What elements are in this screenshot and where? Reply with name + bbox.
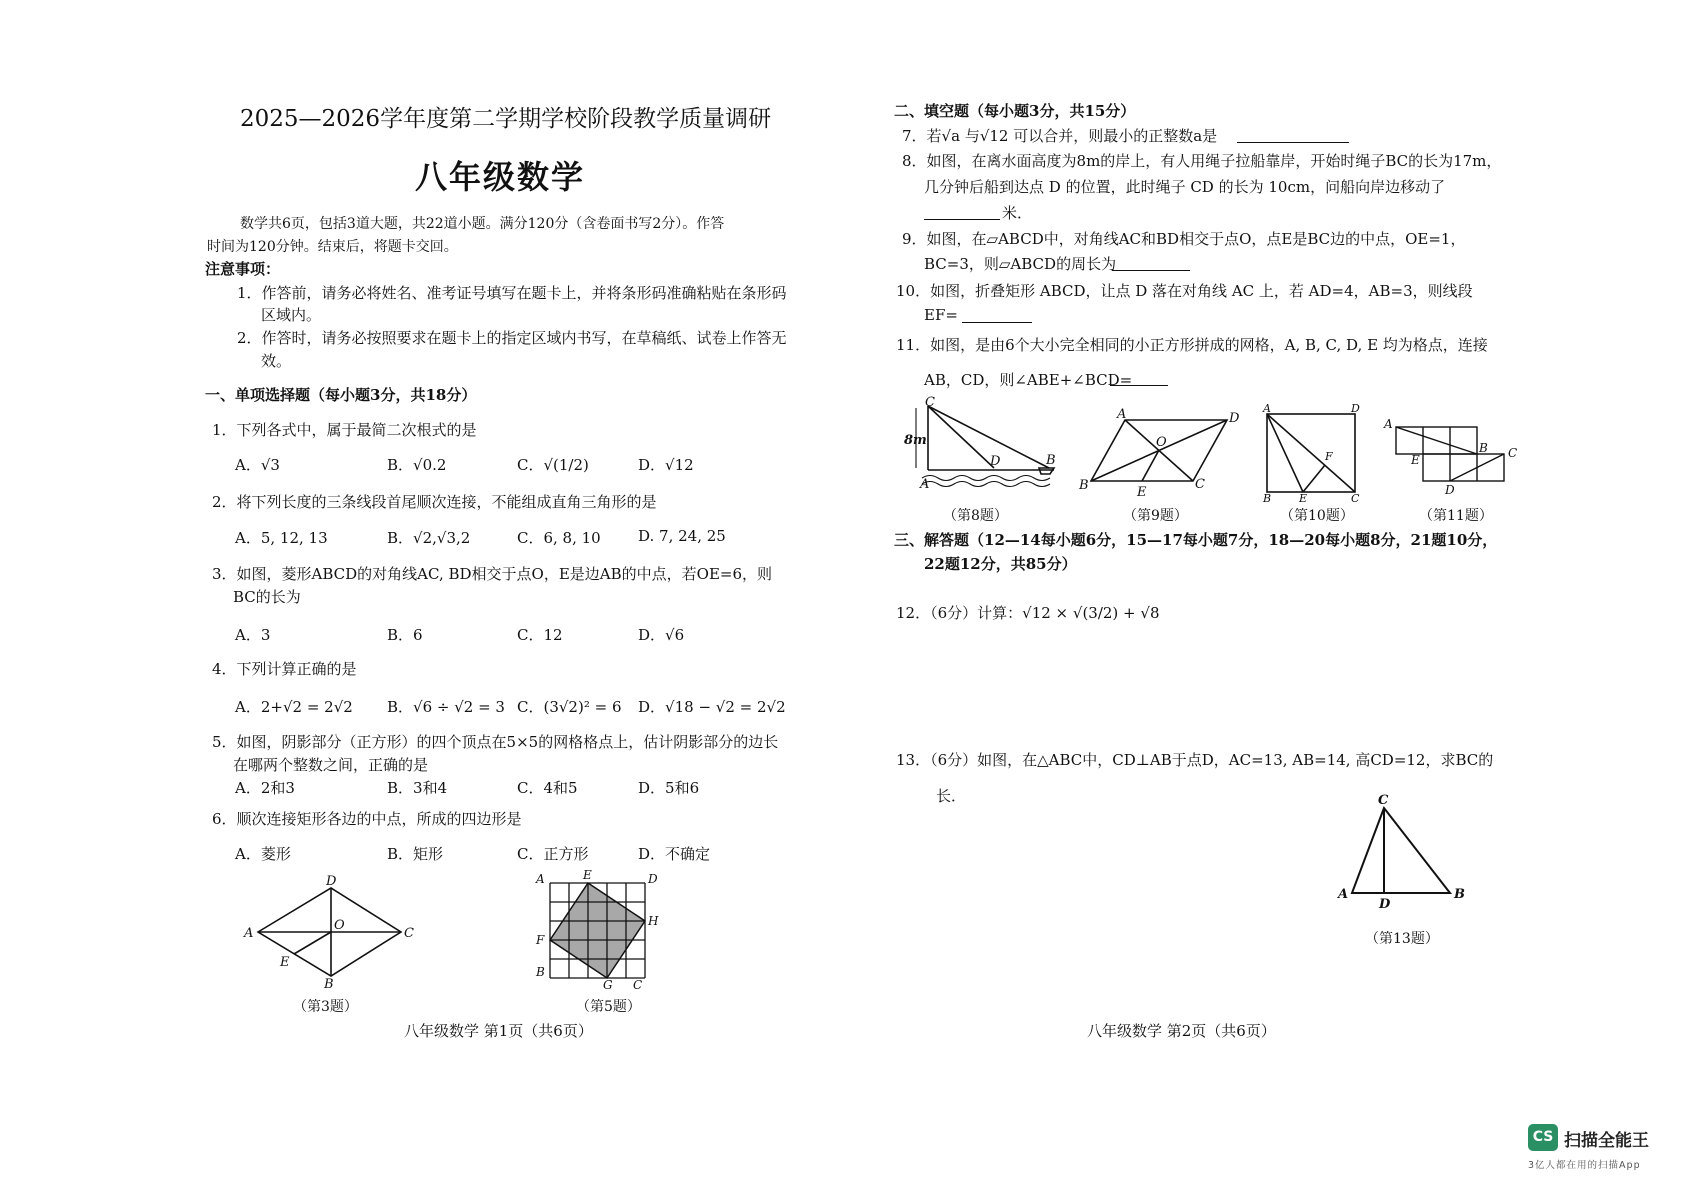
q3-option-d: D．√6 xyxy=(638,626,685,644)
fig11-label-d: D xyxy=(1445,483,1455,497)
question-13b: 长． xyxy=(936,787,967,805)
fig13-label-d: D xyxy=(1379,897,1391,912)
fig10-label-f: F xyxy=(1325,450,1333,463)
fig10-label-e: E xyxy=(1299,492,1308,505)
fig8-label-c: C xyxy=(925,395,935,410)
q6-option-a: A．菱形 xyxy=(235,845,291,863)
q2-option-b: B．√2,√3,2 xyxy=(387,529,471,547)
q6-option-b: B．矩形 xyxy=(387,845,444,863)
figure-3-caption: （第3题） xyxy=(293,999,358,1015)
fig5-label-f: F xyxy=(536,933,545,947)
camscanner-logo-icon: CS xyxy=(1528,1124,1558,1151)
question-3a: 3．如图，菱形ABCD的对角线AC, BD相交于点O，E是边AB的中点，若OE=6，则 xyxy=(212,565,773,583)
q7-answer-blank xyxy=(1237,142,1349,143)
q2-option-a: A．5, 12, 13 xyxy=(235,529,328,547)
fig10-label-c: C xyxy=(1351,492,1360,505)
q4-option-b: B．√6 ÷ √2 = 3 xyxy=(387,698,505,716)
fig11-label-a: A xyxy=(1384,417,1393,431)
figure-5-caption: （第5题） xyxy=(576,999,641,1015)
figure-5-grid xyxy=(533,868,663,993)
question-9b: BC=3，则▱ABCD的周长为 xyxy=(924,255,1117,273)
fig5-label-h: H xyxy=(648,914,659,928)
question-9a: 9．如图，在▱ABCD中，对角线AC和BD相交于点O，点E是BC边的中点，OE=1， xyxy=(902,230,1466,248)
fig5-label-d: D xyxy=(648,872,658,886)
q3-option-a: A．3 xyxy=(235,626,271,644)
q2-option-c: C．6, 8, 10 xyxy=(517,529,601,547)
q8-answer-blank xyxy=(924,219,1000,220)
notice-2b: 效。 xyxy=(261,352,292,370)
fig5-label-a: A xyxy=(536,872,545,886)
subject-title: 八年级数学 xyxy=(415,158,586,196)
fig9-label-d: D xyxy=(1229,411,1240,426)
fig8-label-b: B xyxy=(1046,453,1056,468)
question-4: 4．下列计算正确的是 xyxy=(212,660,357,678)
fig8-label-d: D xyxy=(990,454,1001,469)
question-5b: 在哪两个整数之间，正确的是 xyxy=(233,756,429,774)
notice-2a: 2．作答时，请务必按照要求在题卡上的指定区域内书写，在草稿纸、试卷上作答无 xyxy=(237,329,787,347)
fig8-label-a: A xyxy=(920,477,930,492)
question-7: 7．若√a 与√12 可以合并，则最小的正整数a是 xyxy=(902,127,1218,145)
q4-option-d: D．√18 − √2 = 2√2 xyxy=(638,698,786,716)
fig13-label-c: C xyxy=(1378,793,1389,808)
scanner-tagline: 3亿人都在用的扫描App xyxy=(1528,1160,1641,1171)
fig3-label-o: O xyxy=(334,918,345,933)
q1-option-c: C．√(1/2) xyxy=(517,456,589,474)
scanner-app-name: 扫描全能王 xyxy=(1564,1131,1649,1151)
fig3-label-a: A xyxy=(244,926,254,941)
fig8-label-height: 8m xyxy=(904,433,927,448)
figure-8-boat xyxy=(904,395,1064,498)
q9-answer-blank xyxy=(1112,270,1190,271)
question-8c: 米． xyxy=(1002,204,1033,222)
question-11b: AB，CD，则∠ABE+∠BCD= xyxy=(924,371,1133,389)
fig11-label-c: C xyxy=(1508,446,1518,460)
exam-title: 2025—2026学年度第二学期学校阶段教学质量调研 xyxy=(240,106,772,132)
fig3-label-c: C xyxy=(404,926,414,941)
fig5-label-g: G xyxy=(603,978,613,992)
question-12: 12．（6分）计算：√12 × √(3/2) + √8 xyxy=(896,604,1160,622)
section-1-heading: 一、单项选择题（每小题3分，共18分） xyxy=(205,386,477,404)
question-3b: BC的长为 xyxy=(233,588,301,606)
q6-option-c: C．正方形 xyxy=(517,845,589,863)
figure-3-rhombus xyxy=(238,870,418,992)
section-2-heading: 二、填空题（每小题3分，共15分） xyxy=(894,102,1136,120)
fig5-label-b: B xyxy=(536,965,545,979)
fig11-label-e: E xyxy=(1411,453,1420,467)
question-10a: 10．如图，折叠矩形 ABCD，让点 D 落在对角线 AC 上，若 AD=4，AB=3，则线段 xyxy=(896,282,1473,300)
q1-option-b: B．√0.2 xyxy=(387,456,447,474)
figure-10-rectangle xyxy=(1257,402,1367,505)
q5-option-d: D．5和6 xyxy=(638,779,700,797)
fig3-label-e: E xyxy=(280,955,290,970)
figure-9-parallelogram xyxy=(1077,407,1240,500)
figure-10-caption: （第10题） xyxy=(1280,508,1354,524)
section-3-heading-b: 22题12分，共85分） xyxy=(924,555,1077,573)
q10-answer-blank xyxy=(962,322,1032,323)
question-11a: 11．如图，是由6个大小完全相同的小正方形拼成的网格，A, B, C, D, E 均为格点，连接 xyxy=(896,336,1488,354)
question-6: 6．顺次连接矩形各边的中点，所成的四边形是 xyxy=(212,810,522,828)
q6-option-d: D．不确定 xyxy=(638,845,711,863)
q5-option-c: C．4和5 xyxy=(517,779,578,797)
fig5-label-e: E xyxy=(583,868,592,882)
page-1-footer: 八年级数学 第1页（共6页） xyxy=(404,1022,593,1040)
notice-1a: 1．作答前，请务必将姓名、准考证号填写在题卡上，并将条形码准确粘贴在条形码 xyxy=(237,284,787,302)
fig9-label-c: C xyxy=(1195,477,1205,492)
fig9-label-b: B xyxy=(1079,478,1089,493)
notice-heading: 注意事项： xyxy=(205,260,281,278)
q5-option-a: A．2和3 xyxy=(235,779,295,797)
q4-option-a: A．2+√2 = 2√2 xyxy=(235,698,353,716)
q2-option-d: D. 7, 24, 25 xyxy=(638,527,726,545)
q3-option-c: C．12 xyxy=(517,626,563,644)
intro-line-2: 时间为120分钟。结束后，将题卡交回。 xyxy=(207,239,458,255)
q3-option-b: B．6 xyxy=(387,626,423,644)
fig5-label-c: C xyxy=(633,978,643,992)
fig13-label-b: B xyxy=(1454,887,1465,902)
q11-answer-blank xyxy=(1110,385,1168,386)
fig3-label-d: D xyxy=(326,874,337,889)
section-3-heading-a: 三、解答题（12—14每小题6分，15—17每小题7分，18—20每小题8分，21题10分， xyxy=(894,531,1498,549)
fig9-label-a: A xyxy=(1117,407,1127,422)
figure-8-caption: （第8题） xyxy=(943,508,1008,524)
fig10-label-d: D xyxy=(1351,402,1360,415)
fig9-label-o: O xyxy=(1156,435,1167,450)
question-10b: EF= xyxy=(924,306,958,324)
figure-13-triangle xyxy=(1332,790,1482,910)
fig13-label-a: A xyxy=(1338,887,1349,902)
question-8a: 8．如图，在离水面高度为8m的岸上，有人用绳子拉船靠岸，开始时绳子BC的长为17m， xyxy=(902,152,1502,170)
question-2: 2．将下列长度的三条线段首尾顺次连接，不能组成直角三角形的是 xyxy=(212,493,657,511)
figure-11-caption: （第11题） xyxy=(1419,508,1493,524)
fig10-label-a: A xyxy=(1263,402,1271,415)
question-1: 1．下列各式中，属于最简二次根式的是 xyxy=(212,421,477,439)
figure-11-grid xyxy=(1382,412,1532,497)
q5-option-b: B．3和4 xyxy=(387,779,448,797)
page-2-footer: 八年级数学 第2页（共6页） xyxy=(1087,1022,1276,1040)
fig3-label-b: B xyxy=(324,977,334,992)
fig9-label-e: E xyxy=(1137,485,1147,500)
question-5a: 5．如图，阴影部分（正方形）的四个顶点在5×5的网格格点上，估计阴影部分的边长 xyxy=(212,733,779,751)
intro-line-1: 数学共6页，包括3道大题，共22道小题。满分120分（含卷面书写2分）。作答 xyxy=(240,216,725,232)
figure-13-caption: （第13题） xyxy=(1365,931,1439,947)
q4-option-c: C．(3√2)² = 6 xyxy=(517,698,622,716)
question-8b: 几分钟后船到达点 D 的位置，此时绳子 CD 的长为 10cm，问船向岸边移动了 xyxy=(924,178,1446,196)
exam-page-2 xyxy=(842,0,1684,1190)
q1-option-a: A．√3 xyxy=(235,456,280,474)
figure-9-caption: （第9题） xyxy=(1123,508,1188,524)
q1-option-d: D．√12 xyxy=(638,456,694,474)
question-13a: 13．（6分）如图，在△ABC中，CD⊥AB于点D，AC=13, AB=14, 高CD=12，求BC的 xyxy=(896,751,1494,769)
fig10-label-b: B xyxy=(1263,492,1272,505)
fig11-label-b: B xyxy=(1479,441,1488,455)
notice-1b: 区域内。 xyxy=(261,306,322,324)
